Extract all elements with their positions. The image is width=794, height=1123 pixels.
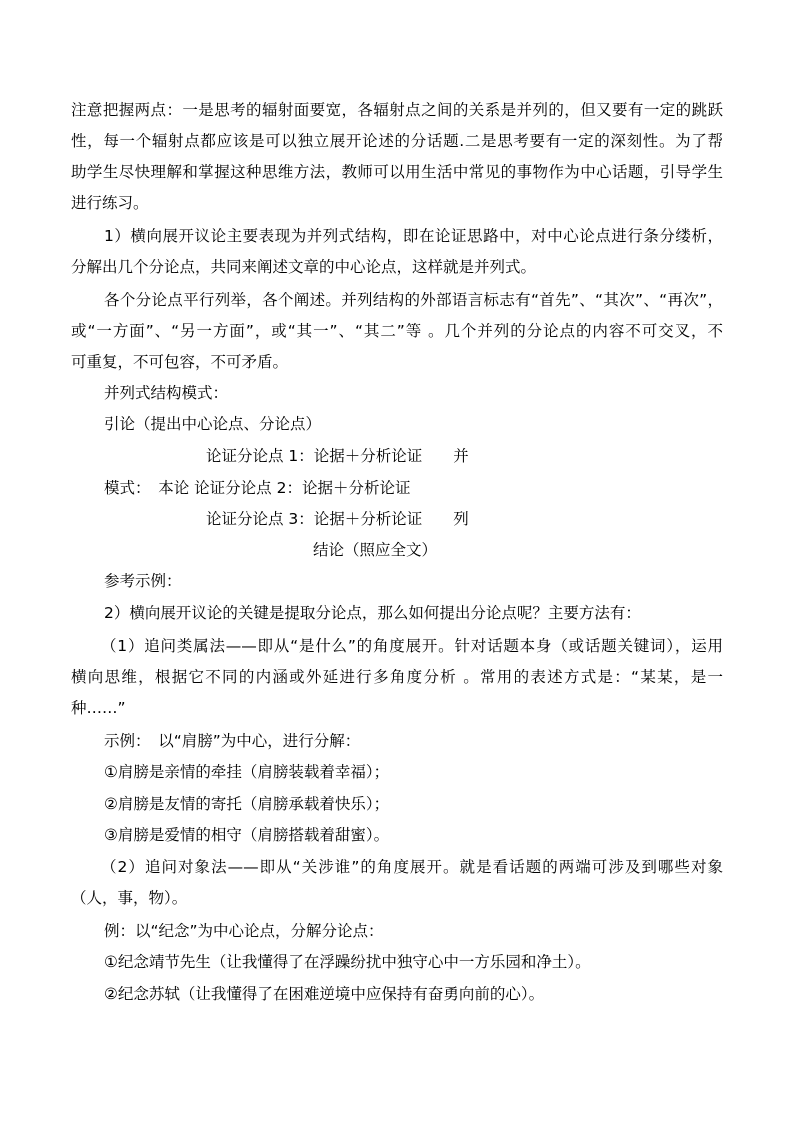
structure-body: 模式： 本论 论证分论点 2：论据＋分析论证	[104, 479, 411, 497]
paragraph-line: （2）追问对象法——即从“关涉谁”的角度展开。就是看话题的两端可涉及到哪些对象	[101, 858, 723, 876]
paragraph-line: 2）横向展开议论的关键是提取分论点，那么如何提出分论点呢？主要方法有：	[104, 604, 641, 622]
paragraph-line: （1）追问类属法——即从“是什么”的角度展开。针对话题本身（或话题关键词），运用	[101, 637, 723, 655]
paragraph-line: 性，每一个辐射点都应该是可以独立展开论述的分话题.二是思考要有一定的深刻性。为了帮	[71, 132, 723, 150]
structure-intro: 引论（提出中心论点、分论点）	[104, 415, 322, 433]
paragraph-line: 或“一方面”、“另一方面”，或“其一”、“其二”等 。几个并列的分论点的内容不可交叉，不	[71, 322, 723, 340]
structure-conclusion: 结论（照应全文）	[313, 541, 438, 559]
paragraph-line: 进行练习。	[71, 194, 149, 212]
paragraph-line: （人，事，物）。	[71, 889, 188, 907]
paragraph-line: 各个分论点平行列举，各个阐述。并列结构的外部语言标志有“首先”、“其次”、“再次”，	[104, 291, 723, 309]
structure-point-1: 论证分论点 1：论据＋分析论证 并	[206, 447, 469, 465]
paragraph-line: 横向思维，根据它不同的内涵或外延进行多角度分析 。常用的表述方式是：“某某，是一	[71, 668, 723, 686]
example-line: ③肩膀是爱情的相守（肩膀搭载着甜蜜）。	[104, 826, 390, 844]
example-line: ①肩膀是亲情的牵挂（肩膀装载着幸福）；	[104, 763, 390, 781]
example-line: ②纪念苏轼（让我懂得了在困难逆境中应保持有奋勇向前的心）。	[104, 985, 545, 1003]
example-line: 示例： 以“肩膀”为中心，进行分解：	[104, 732, 361, 750]
paragraph-line: 种……”	[71, 699, 126, 717]
example-line: ②肩膀是友情的寄托（肩膀承载着快乐）；	[104, 795, 390, 813]
example-line: 例：以“纪念”为中心论点，分解分论点：	[104, 922, 384, 940]
paragraph-line: 注意把握两点：一是思考的辐射面要宽，各辐射点之间的关系是并列的，但又要有一定的跳跃	[71, 101, 723, 119]
structure-heading: 并列式结构模式：	[104, 384, 229, 402]
paragraph-line: 1）横向展开议论主要表现为并列式结构，即在论证思路中，对中心论点进行条分缕析，	[104, 227, 723, 245]
paragraph-line: 参考示例：	[104, 572, 182, 590]
paragraph-line: 助学生尽快理解和掌握这种思维方法，教师可以用生活中常见的事物作为中心话题，引导学生	[71, 163, 723, 181]
structure-point-3: 论证分论点 3：论据＋分析论证 列	[206, 510, 469, 528]
paragraph-line: 分解出几个分论点，共同来阐述文章的中心论点，这样就是并列式。	[71, 258, 537, 276]
example-line: ①纪念靖节先生（让我懂得了在浮躁纷扰中独守心中一方乐园和净土）。	[104, 953, 591, 971]
paragraph-line: 可重复，不可包容，不可矛盾。	[71, 353, 289, 371]
